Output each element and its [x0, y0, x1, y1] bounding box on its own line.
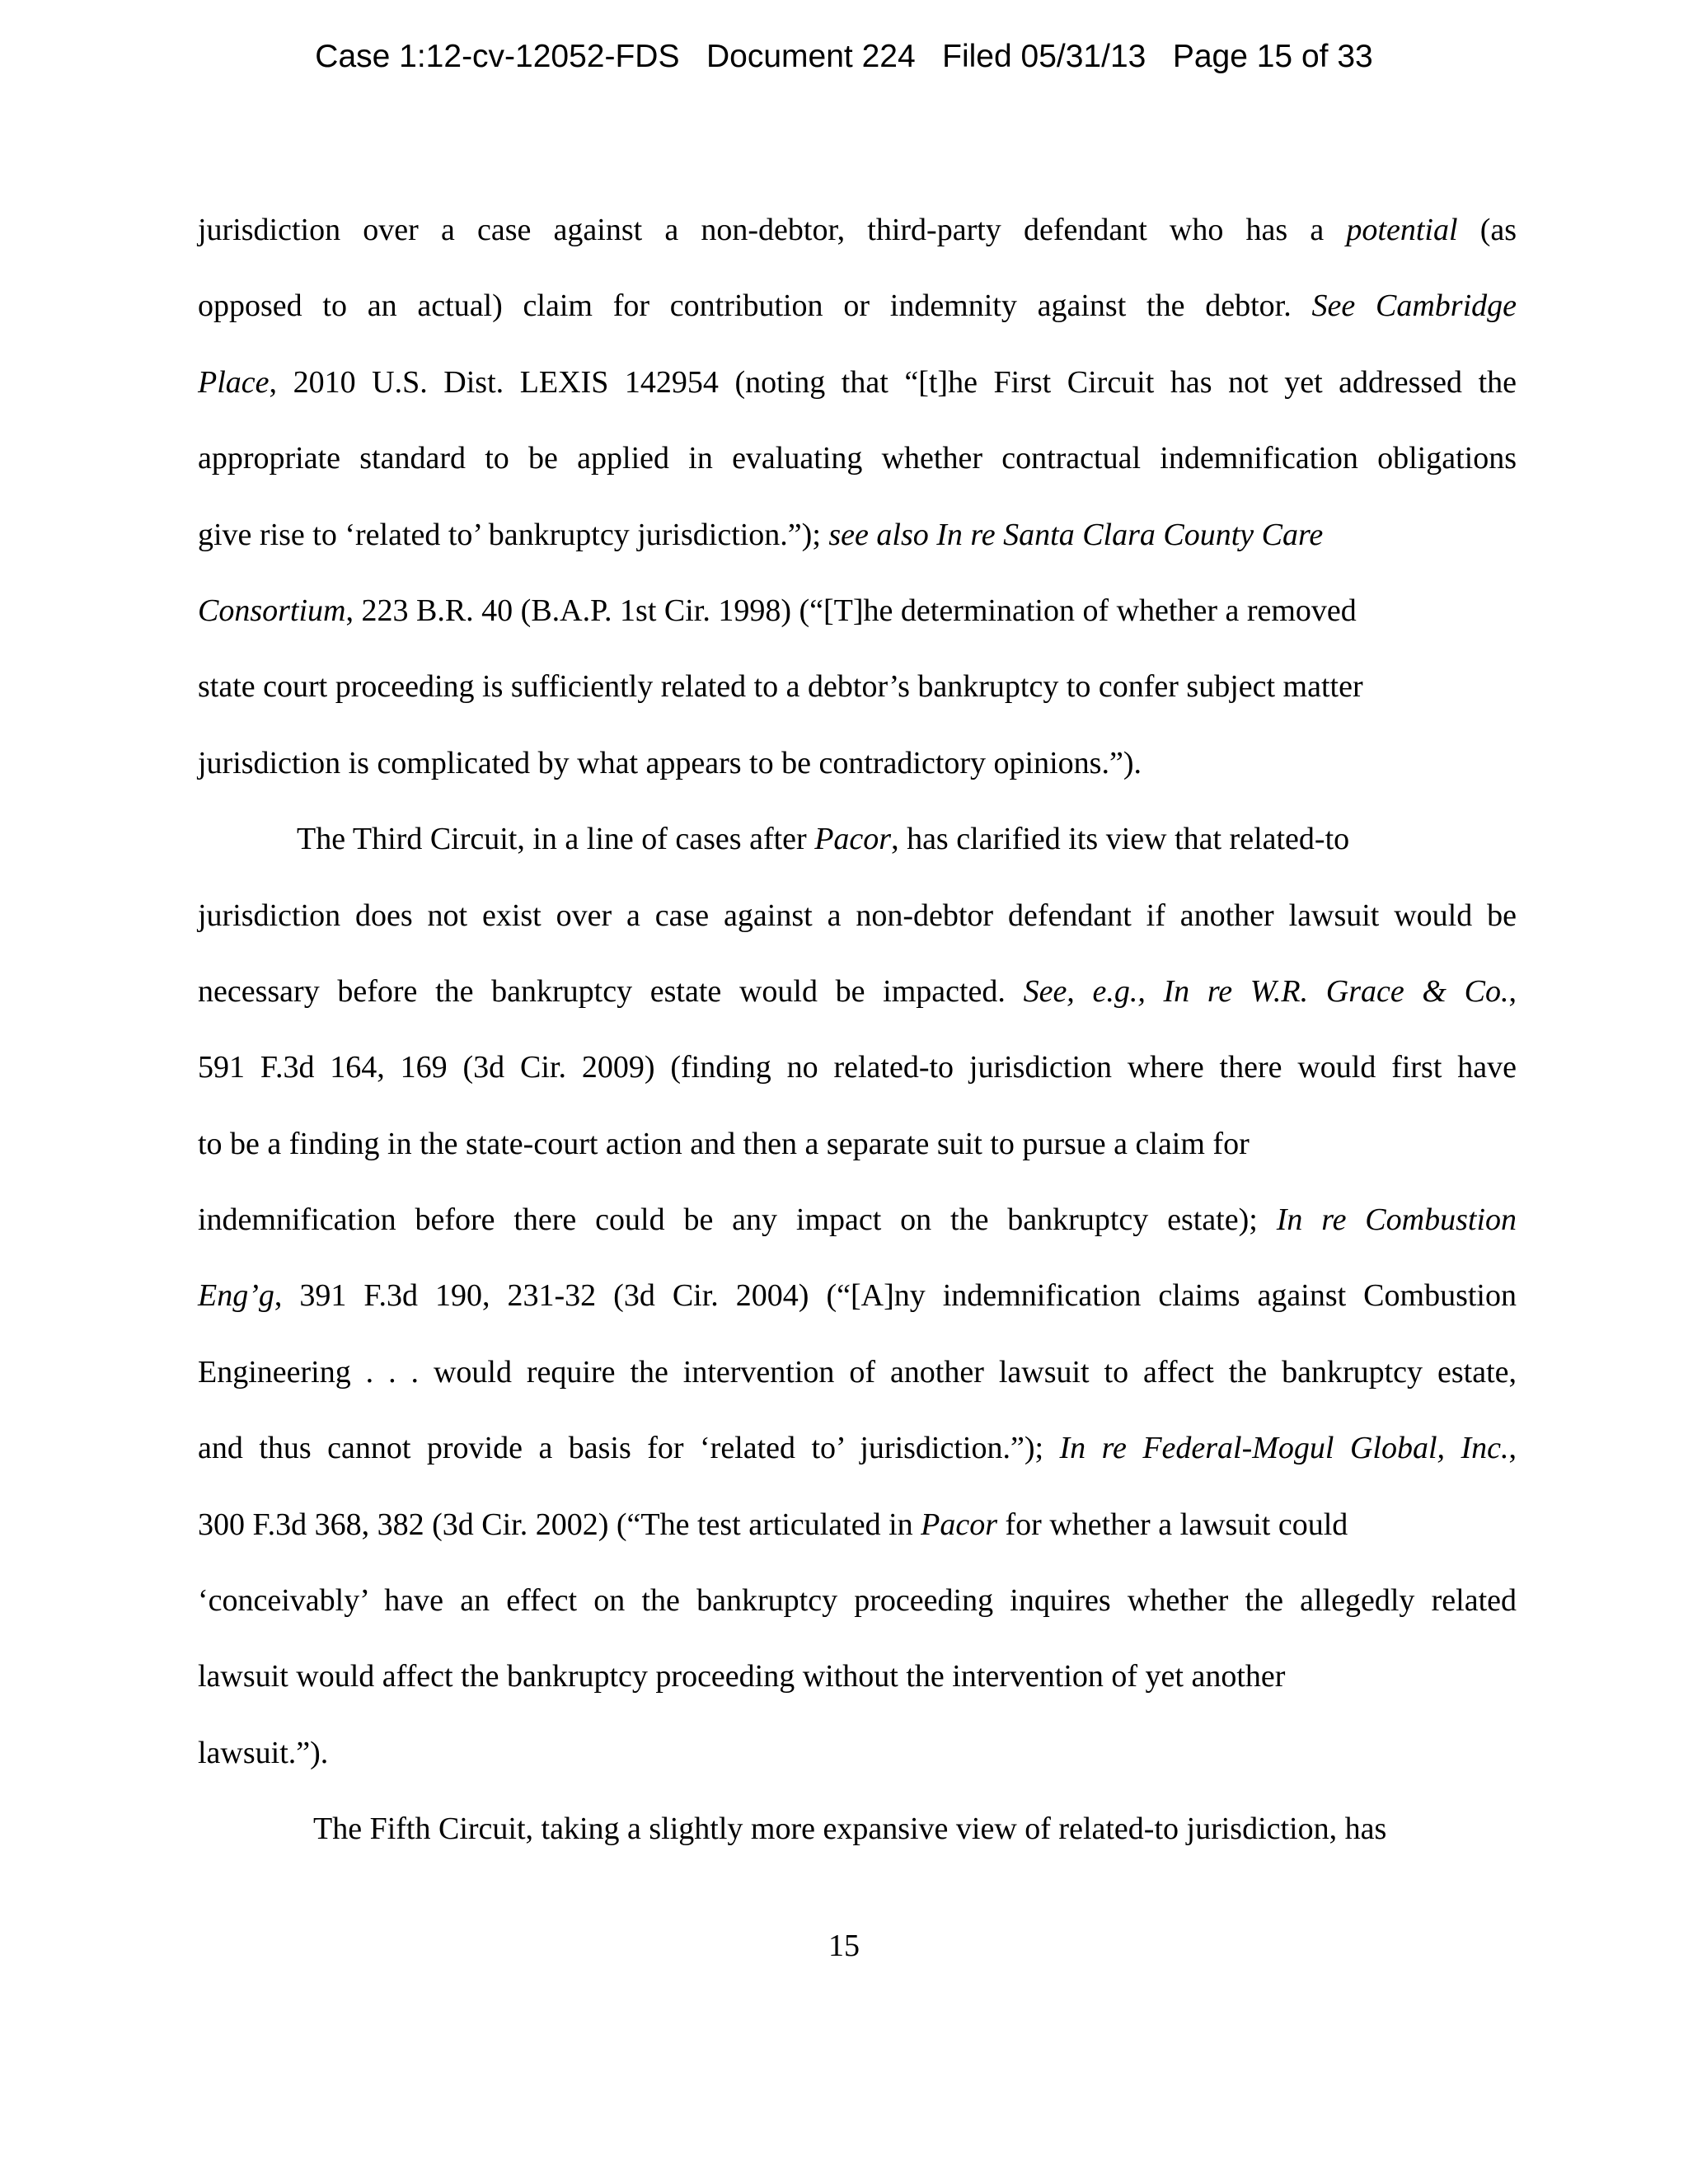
text-line: jurisdiction does not exist over a case against a non-debtor defendant if another lawsuit would be — [198, 898, 1517, 933]
text-line: lawsuit would affect the bankruptcy proceeding without the intervention of yet another — [198, 1659, 1286, 1694]
text-line: and thus cannot provide a basis for ‘related to’ jurisdiction.”); In re Federal-Mogul Global, Inc., — [198, 1431, 1517, 1466]
text-line: The Third Circuit, in a line of cases after Pacor, has clarified its view that related-to — [297, 822, 1350, 857]
text-line: to be a finding in the state-court action and then a separate suit to pursue a claim for — [198, 1126, 1250, 1161]
text-line: Eng’g, 391 F.3d 190, 231-32 (3d Cir. 2004) (“[A]ny indemnification claims against Combustion — [198, 1278, 1517, 1314]
text-line: appropriate standard to be applied in evaluating whether contractual indemnification obligations — [198, 441, 1517, 476]
text-line: lawsuit.”). — [198, 1735, 329, 1770]
text-line: give rise to ‘related to’ bankruptcy jurisdiction.”); see also In re Santa Clara County Care — [198, 517, 1324, 552]
citation: Place — [198, 364, 270, 400]
citation: In re Federal-Mogul Global, Inc. — [1059, 1431, 1509, 1466]
citation: Consortium — [198, 593, 346, 628]
case-header: Case 1:12-cv-12052-FDS Document 224 Filed 05/31/13 Page 15 of 33 — [315, 39, 1373, 74]
citation: See Cambridge — [1311, 288, 1517, 324]
citation: Eng’g — [198, 1278, 274, 1314]
citation: See, e.g., In re W.R. Grace & Co. — [1023, 973, 1509, 1009]
text-line: jurisdiction is complicated by what appears to be contradictory opinions.”). — [198, 745, 1142, 780]
text-line: necessary before the bankruptcy estate would be impacted. See, e.g., In re W.R. Grace & Co., — [198, 973, 1517, 1009]
page-number: 15 — [828, 1929, 860, 1963]
text-line: ‘conceivably’ have an effect on the bankruptcy proceeding inquires whether the allegedly related — [198, 1583, 1517, 1619]
text-line: Consortium, 223 B.R. 40 (B.A.P. 1st Cir. 1998) (“[T]he determination of whether a removed — [198, 593, 1357, 628]
text-line: jurisdiction over a case against a non-debtor, third-party defendant who has a potential (as — [198, 213, 1517, 247]
text-line: Engineering . . . would require the intervention of another lawsuit to affect the bankruptcy estate, — [198, 1354, 1517, 1390]
text-line: opposed to an actual) claim for contribution or indemnity against the debtor. See Cambridge — [198, 288, 1517, 324]
text-line: indemnification before there could be any impact on the bankruptcy estate); In re Combustion — [198, 1202, 1517, 1238]
citation: Pacor — [814, 822, 892, 857]
text-line: 300 F.3d 368, 382 (3d Cir. 2002) (“The test articulated in Pacor for whether a lawsuit could — [198, 1507, 1348, 1542]
document-body — [198, 192, 1517, 1868]
citation: In re Combustion — [1276, 1202, 1517, 1238]
paragraph-3 — [198, 1791, 1517, 1867]
paragraph-2 — [198, 801, 1517, 1791]
paragraph-1 — [198, 192, 1517, 801]
citation: see also In re Santa Clara County Care — [828, 517, 1324, 552]
text-line: The Fifth Circuit, taking a slightly more expansive view of related-to jurisdiction, has — [313, 1811, 1387, 1847]
text-line: state court proceeding is sufficiently related to a debtor’s bankruptcy to confer subject matter — [198, 669, 1363, 705]
text-line: 591 F.3d 164, 169 (3d Cir. 2009) (finding no related-to jurisdiction where there would first have — [198, 1050, 1517, 1085]
citation: Pacor — [921, 1507, 998, 1542]
text-line: Place, 2010 U.S. Dist. LEXIS 142954 (noting that “[t]he First Circuit has not yet addressed the — [198, 364, 1517, 400]
